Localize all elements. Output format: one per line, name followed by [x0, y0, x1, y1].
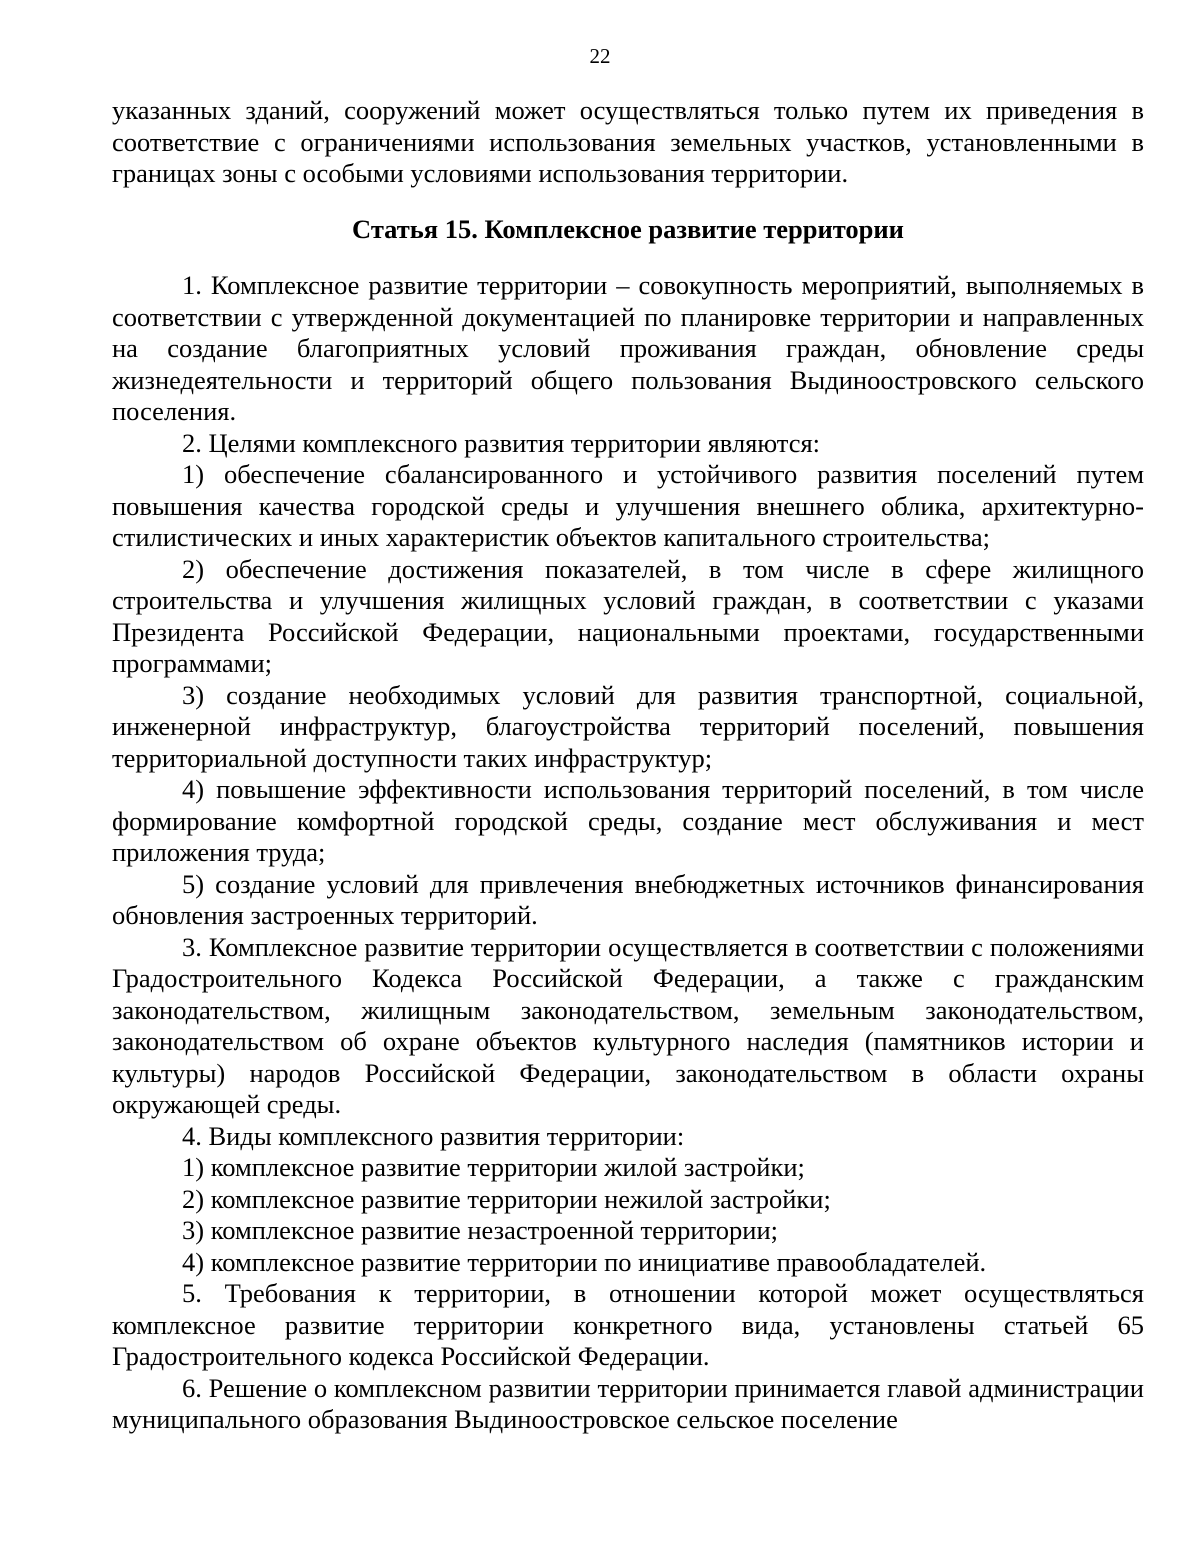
goal-item-1: 1) обеспечение сбалансированного и устойчивого развития поселений путем повышения качества городской среды и улучшения внешнего облика, архитектурно-стилистических и иных характеристик объектов капитального строительства; — [112, 459, 1144, 552]
paragraph-5-requirements: 5. Требования к территории, в отношении которой может осуществляться комплексное развитие территории конкретного вида, установлены статьей 65 Градостроительного кодекса Российской Федерации. — [112, 1278, 1144, 1371]
type-item-2: 2) комплексное развитие территории нежилой застройки; — [182, 1183, 831, 1214]
page-number: 22 — [589, 44, 611, 68]
paragraph-6-decision: 6. Решение о комплексном развитии территории принимается главой администрации муниципального образования Выдиноостровское сельское поселение — [112, 1372, 1144, 1434]
goal-item-2: 2) обеспечение достижения показателей, в том числе в сфере жилищного строительства и улучшения жилищных условий граждан, в соответствии с указами Президента Российской Федерации, национальными проектами, государственными программами; — [112, 553, 1144, 678]
goal-item-5: 5) создание условий для привлечения внебюджетных источников финансирования обновления застроенных территорий. — [112, 868, 1144, 930]
goal-item-4: 4) повышение эффективности использования территорий поселений, в том числе формирование комфортной городской среды, создание мест обслуживания и мест приложения труда; — [112, 774, 1144, 867]
type-item-4: 4) комплексное развитие территории по инициативе правообладателей. — [182, 1246, 987, 1277]
document-body — [112, 95, 1144, 1436]
goal-item-3: 3) создание необходимых условий для развития транспортной, социальной, инженерной инфраструктур, благоустройства территорий поселений, повышения территориальной доступности таких инфраструктур; — [112, 679, 1144, 773]
article-heading: Статья 15. Комплексное развитие территории — [352, 213, 904, 244]
type-item-3: 3) комплексное развитие незастроенной территории; — [182, 1215, 779, 1245]
intro-paragraph: указанных зданий, сооружений может осуществляться только путем их приведения в соответствие с ограничениями использования земельных участков, установленными в границах зоны с особыми условиями использования территории. — [112, 95, 1144, 188]
paragraph-4-types-intro: 4. Виды комплексного развития территории: — [182, 1120, 685, 1151]
type-item-1: 1) комплексное развитие территории жилой застройки; — [182, 1152, 805, 1182]
paragraph-1-definition: 1. Комплексное развитие территории – совокупность мероприятий, выполняемых в соответствии с утвержденной документацией по планировке территории и направленных на создание благоприятных условий проживания граждан, обновление среды жизнедеятельности и территорий общего пользования Выдиноостровского сельского поселения. — [112, 270, 1144, 426]
paragraph-3-legislation: 3. Комплексное развитие территории осуществляется в соответствии с положениями Градостроительного Кодекса Российской Федерации, а также с гражданским законодательством, жилищным законодательством, земельным законодательством, законодательством об охране объектов культурного наследия (памятников истории и культуры) народов Российской Федерации, законодательством в области охраны окружающей среды. — [112, 931, 1144, 1119]
paragraph-2-goals-intro: 2. Целями комплексного развития территории являются: — [182, 427, 821, 458]
